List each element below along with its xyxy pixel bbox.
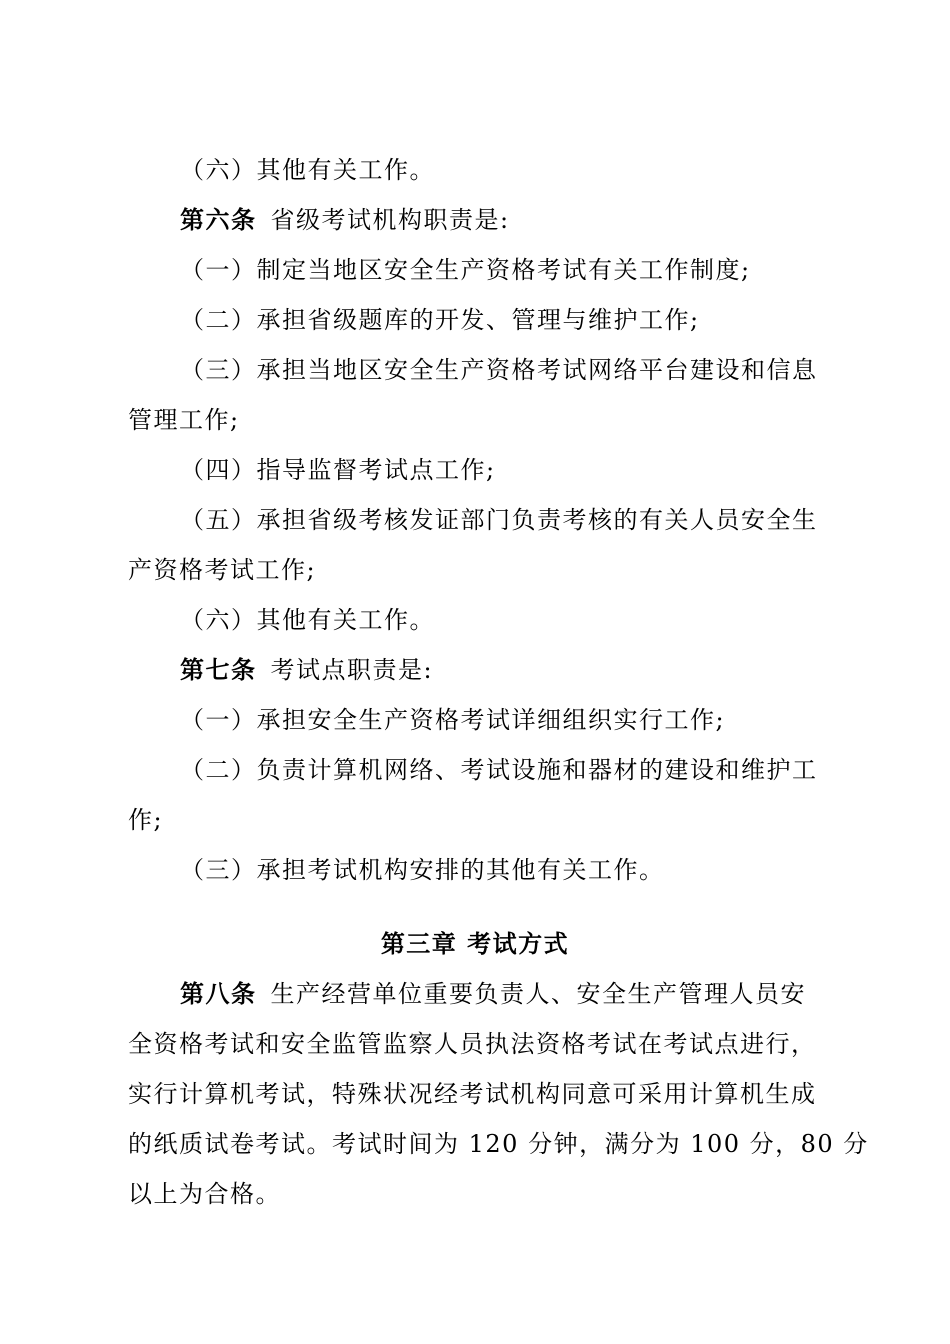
- list-item-continuation: [128, 405, 240, 435]
- line-text: （六）其他有关工作。: [180, 156, 435, 184]
- line-text: 的纸质试卷考试。考试时间为 120 分钟，满分为 100 分，80 分: [128, 1130, 869, 1158]
- line-text: 管理工作;: [128, 406, 240, 434]
- paragraph-continuation: [128, 1029, 817, 1059]
- list-item: [180, 355, 818, 385]
- line-text: 生产经营单位重要负责人、安全生产管理人员安: [270, 980, 806, 1008]
- paragraph-continuation: [128, 1129, 869, 1159]
- list-item: [180, 605, 435, 635]
- list-item: [180, 505, 818, 535]
- article-heading-8: [180, 979, 806, 1009]
- article-heading-6: [180, 205, 510, 235]
- paragraph-line: [180, 155, 435, 185]
- line-text: 全资格考试和安全监管监察人员执法资格考试在考试点进行，: [128, 1030, 817, 1058]
- line-text: （二）承担省级题库的开发、管理与维护工作;: [180, 306, 700, 334]
- list-item: [180, 705, 725, 735]
- article-heading-7: [180, 655, 433, 685]
- line-text: 考试点职责是:: [270, 656, 434, 684]
- line-text: （六）其他有关工作。: [180, 606, 435, 634]
- line-text: 作;: [128, 806, 164, 834]
- article-number: 第八条: [180, 979, 257, 1008]
- list-item-continuation: [128, 805, 163, 835]
- line-text: 以上为合格。: [128, 1180, 281, 1208]
- line-text: 产资格考试工作;: [128, 556, 317, 584]
- line-text: （一）制定当地区安全生产资格考试有关工作制度;: [180, 256, 751, 284]
- chapter-title: 第三章 考试方式: [380, 929, 570, 958]
- list-item: [180, 305, 700, 335]
- line-text: （二）负责计算机网络、考试设施和器材的建设和维护工: [180, 756, 818, 784]
- line-text: 实行计算机考试，特殊状况经考试机构同意可采用计算机生成: [128, 1080, 817, 1108]
- line-text: （五）承担省级考核发证部门负责考核的有关人员安全生: [180, 506, 818, 534]
- article-number: 第七条: [180, 655, 257, 684]
- line-text: （四）指导监督考试点工作;: [180, 456, 496, 484]
- list-item: [180, 855, 665, 885]
- paragraph-continuation: [128, 1179, 281, 1209]
- paragraph-continuation: [128, 1079, 817, 1109]
- list-item-continuation: [128, 555, 316, 585]
- list-item: [180, 755, 818, 785]
- line-text: （三）承担当地区安全生产资格考试网络平台建设和信息: [180, 356, 818, 384]
- article-number: 第六条: [180, 205, 257, 234]
- list-item: [180, 455, 496, 485]
- line-text: （三）承担考试机构安排的其他有关工作。: [180, 856, 665, 884]
- chapter-heading: [0, 929, 950, 959]
- line-text: （一）承担安全生产资格考试详细组织实行工作;: [180, 706, 726, 734]
- list-item: [180, 255, 751, 285]
- line-text: 省级考试机构职责是:: [270, 206, 510, 234]
